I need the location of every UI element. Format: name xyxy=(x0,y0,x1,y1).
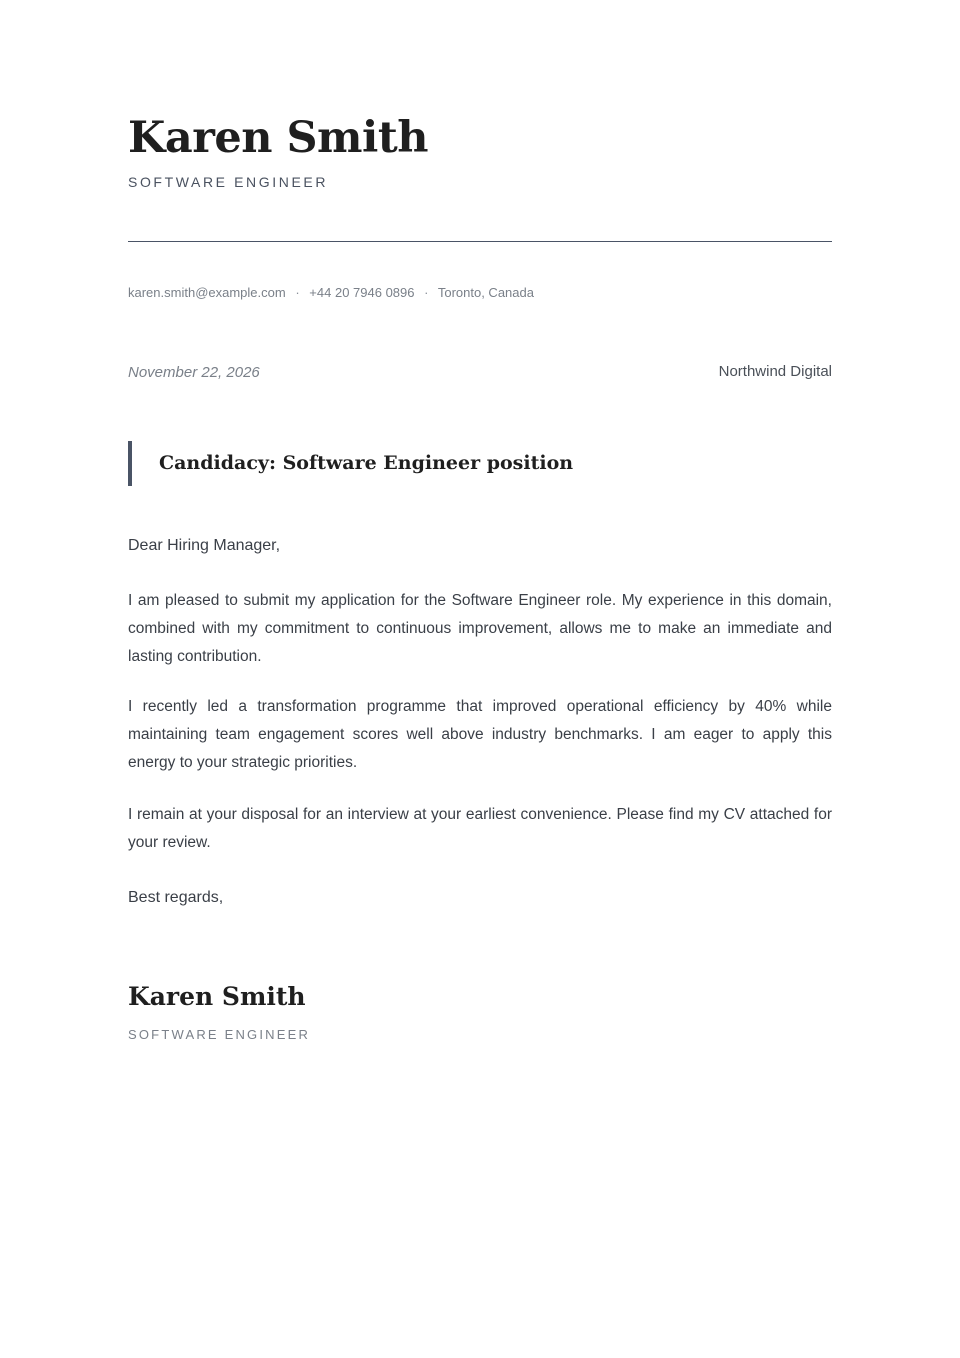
contact-separator: · xyxy=(424,285,429,300)
salutation: Dear Hiring Manager, xyxy=(128,537,281,554)
contact-location: Toronto, Canada xyxy=(437,285,534,300)
closing-line: Best regards, xyxy=(128,889,224,906)
contact-email[interactable]: karen.smith@example.com xyxy=(128,285,286,300)
sender-name: Karen Smith xyxy=(128,113,428,163)
header-divider xyxy=(128,241,832,242)
subject-line: Candidacy: Software Engineer position xyxy=(159,452,574,474)
contact-separator: · xyxy=(295,285,300,300)
sender-title: SOFTWARE ENGINEER xyxy=(128,174,329,190)
body-paragraph: I am pleased to submit my application for the Software Engineer role. My experience in this domain, combined with my commitment to continuous improvement, allows me to make an immediate and lasting contribution. xyxy=(128,592,832,666)
recipient-company: Northwind Digital xyxy=(718,363,832,380)
contact-line xyxy=(128,284,534,302)
signature-name: Karen Smith xyxy=(128,982,306,1011)
body-paragraph: I remain at your disposal for an interview at your earliest convenience. Please find my CV attached for your review. xyxy=(128,806,832,852)
signature-title: SOFTWARE ENGINEER xyxy=(128,1027,311,1042)
contact-phone[interactable]: +44 20 7946 0896 xyxy=(309,285,415,300)
letter-date: November 22, 2026 xyxy=(128,364,260,381)
subject-block xyxy=(128,441,832,486)
body-paragraph: I recently led a transformation programme that improved operational efficiency by 40% while maintaining team engagement scores well above industry benchmarks. I am eager to apply this energy to your strategic priorities. xyxy=(128,698,832,772)
